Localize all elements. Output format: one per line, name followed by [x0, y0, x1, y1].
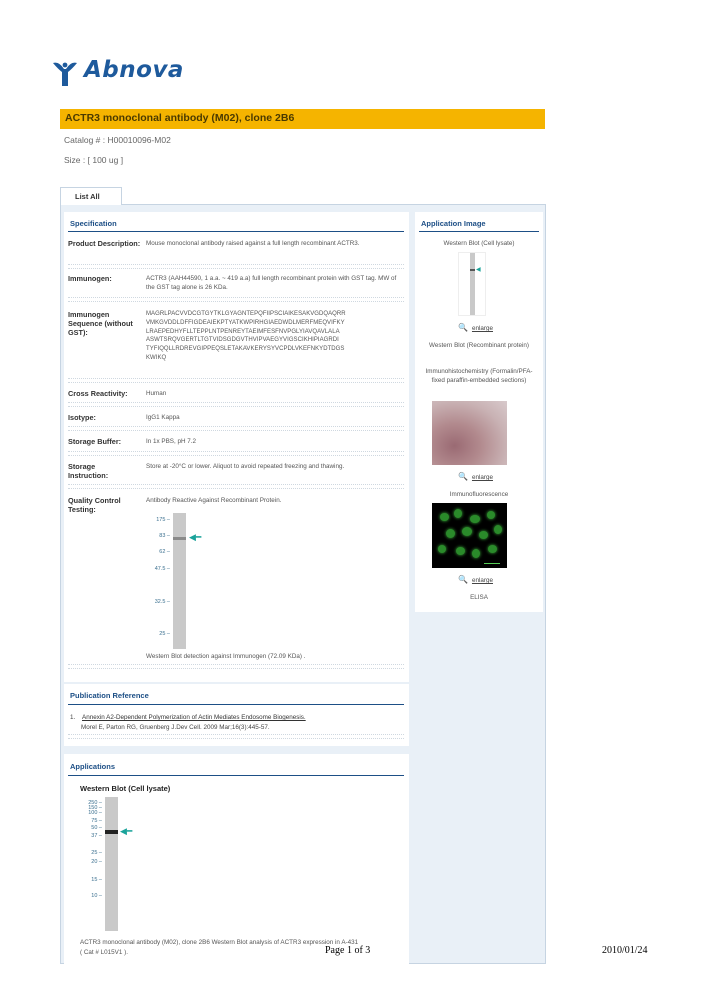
- print-date: 2010/01/24: [602, 945, 648, 956]
- blot-marker: 150 ‒: [88, 805, 102, 811]
- row-separator: [68, 451, 404, 456]
- blot-marker: 25 ‒: [159, 631, 170, 637]
- specification-rule: [68, 231, 404, 232]
- spec-row-description: [68, 239, 404, 261]
- sequence-line: MAGRLPACVVDCGTGYTKLGYAGNTEPQFIIPSCIAIKESAKVGDQAQRR: [146, 311, 346, 317]
- band-arrow-icon: ◀━: [120, 826, 133, 836]
- publication-authors: Morel E, Parton RG, Gruenberg J.Dev Cell. 2009 Mar;16(3):445-57.: [81, 724, 270, 731]
- publication-number: 1.: [70, 714, 76, 721]
- publication-link[interactable]: Annexin A2-Dependent Polymerization of Actin Mediates Endosome Biogenesis.: [82, 714, 306, 721]
- blot-band: [105, 830, 118, 834]
- applications-heading: Applications: [70, 762, 116, 771]
- applications-wb-image: [80, 797, 144, 931]
- blot-lane: [173, 513, 186, 649]
- spec-value: Antibody Reactive Against Recombinant Protein.: [146, 497, 282, 504]
- band-arrow-icon: ◀━: [189, 532, 202, 542]
- app-image-caption: Immunofluorescence: [449, 491, 509, 498]
- applications-caption: [80, 938, 358, 958]
- applications-rule: [68, 775, 404, 776]
- application-image-rule: [419, 231, 539, 232]
- band-arrow-icon: ◀: [476, 267, 481, 273]
- spec-label: Isotype:: [68, 413, 96, 422]
- applications-caption-line: ACTR3 monoclonal antibody (M02), clone 2B6 Western Blot analysis of ACTR3 expression in A-431: [80, 939, 359, 946]
- blot-marker: 100 ‒: [88, 810, 102, 816]
- row-separator: [68, 426, 404, 431]
- sequence-line: LRAEPEDHYFLLTEPPLNTPENREYTAEIMFESFNVPGLYIAVQAVLALA: [146, 328, 340, 335]
- page-number: Page 1 of 3: [325, 945, 371, 956]
- abnova-logo-icon: [50, 59, 80, 89]
- enlarge-link[interactable]: 🔍 enlarge: [458, 323, 493, 332]
- tab-list-all-label: List All: [75, 192, 100, 201]
- qc-blot-caption: Western Blot detection against Immunogen (72.09 KDa) .: [146, 653, 306, 660]
- spec-label: Immunogen Sequence (without GST):: [68, 310, 133, 337]
- magnifier-icon: 🔍: [458, 323, 468, 332]
- app-image-caption: Immunohistochemistry (Formalin/PFA-fixed paraffin-embedded sections): [425, 368, 533, 384]
- blot-marker: 25 ‒: [91, 850, 102, 856]
- spec-row-storage-buffer: [68, 437, 404, 447]
- blot-band: [173, 537, 186, 540]
- immunofluorescence-thumbnail[interactable]: [432, 503, 507, 568]
- spec-value: ACTR3 (AAH44590, 1 a.a. ~ 419 a.a) full length recombinant protein with GST tag. MW of the GST tag alone is 26 KDa.: [146, 275, 397, 291]
- spec-row-isotype: [68, 413, 404, 423]
- blot-marker: 83 ‒: [159, 533, 170, 539]
- wb-cell-lysate-thumbnail[interactable]: [458, 252, 486, 316]
- spec-label: Storage Instruction:: [68, 462, 109, 480]
- row-separator: [68, 297, 404, 302]
- spec-label: Product Description:: [68, 239, 141, 248]
- blot-marker: 75 ‒: [91, 818, 102, 824]
- publication-rule: [68, 704, 404, 705]
- product-title-bar: [60, 109, 545, 129]
- spec-value: In 1x PBS, pH 7.2: [146, 438, 197, 445]
- sequence-line: VMKGVDDLDFFIGDEAIEKPTYATKWPIRHGIAEDWDLMERFMEQVIFKY: [146, 319, 345, 326]
- row-separator: [68, 484, 404, 489]
- blot-marker: 62 ‒: [159, 549, 170, 555]
- app-image-caption: Western Blot (Recombinant protein): [429, 342, 529, 349]
- app-image-caption: Western Blot (Cell lysate): [443, 240, 515, 247]
- specification-heading: Specification: [70, 219, 117, 228]
- row-separator: [68, 378, 404, 383]
- tab-list-all[interactable]: [60, 187, 122, 205]
- abnova-logo[interactable]: [50, 57, 190, 91]
- blot-marker: 20 ‒: [91, 859, 102, 865]
- spec-label: Storage Buffer:: [68, 437, 122, 446]
- row-separator: [68, 664, 404, 669]
- blot-marker: 47.5 ‒: [154, 566, 170, 572]
- row-separator: [68, 264, 404, 269]
- blot-marker: 15 ‒: [91, 877, 102, 883]
- blot-marker: 175 ‒: [156, 517, 170, 523]
- spec-value: Mouse monoclonal antibody raised against a full length recombinant ACTR3.: [146, 240, 360, 247]
- blot-marker: 32.5 ‒: [154, 599, 170, 605]
- sequence-line: ASWTSRQVGERTLTGTVIDSGDGVTHVIPVAEGYVIGSCIKHIPIAGRDI: [146, 337, 339, 344]
- spec-label: Cross Reactivity:: [68, 389, 128, 398]
- publication-heading: Publication Reference: [70, 691, 149, 700]
- spec-row-qc-testing: [68, 496, 404, 516]
- sequence-line: TYFIQQLLRDREVGIPPEQSLETAKAVKERYSYVCPDLVKEFNKYDTDGS: [146, 346, 345, 353]
- blot-marker: 37 ‒: [91, 833, 102, 839]
- enlarge-link[interactable]: 🔍 enlarge: [458, 472, 493, 481]
- spec-row-cross-reactivity: [68, 389, 404, 399]
- spec-value: IgG1 Kappa: [146, 414, 180, 421]
- spec-row-storage-instruction: [68, 462, 404, 482]
- brand-name: Abnova: [84, 57, 184, 83]
- row-separator: [68, 734, 404, 739]
- app-image-caption: ELISA: [470, 594, 488, 601]
- applications-caption-line: ( Cat # L015V1 ).: [80, 949, 128, 956]
- sequence-line: KWIKQ: [146, 354, 167, 361]
- product-title: ACTR3 monoclonal antibody (M02), clone 2B6: [65, 112, 295, 124]
- magnifier-icon: 🔍: [458, 575, 468, 584]
- spec-row-sequence: [68, 310, 404, 368]
- applications-subheading: Western Blot (Cell lysate): [80, 784, 171, 793]
- magnifier-icon: 🔍: [458, 472, 468, 481]
- spec-label: Immunogen:: [68, 274, 112, 283]
- enlarge-link[interactable]: 🔍 enlarge: [458, 575, 493, 584]
- publication-item: [70, 713, 306, 733]
- spec-value-sequence: [146, 310, 404, 363]
- blot-lane: [105, 797, 118, 931]
- ihc-thumbnail[interactable]: [432, 401, 507, 465]
- blot-marker: 50 ‒: [91, 825, 102, 831]
- blot-marker: 10 ‒: [91, 893, 102, 899]
- spec-value: Human: [146, 390, 167, 397]
- application-image-heading: Application Image: [421, 219, 486, 228]
- spec-row-immunogen: [68, 274, 404, 296]
- row-separator: [68, 402, 404, 407]
- product-size: Size : [ 100 ug ]: [64, 155, 124, 165]
- spec-label: Quality Control Testing:: [68, 496, 121, 514]
- spec-value: Store at -20°C or lower. Aliquot to avoid repeated freezing and thawing.: [146, 463, 345, 470]
- blot-marker: 250 ‒: [88, 800, 102, 806]
- qc-blot-image: [146, 513, 214, 649]
- catalog-number: Catalog # : H00010096-M02: [64, 135, 171, 145]
